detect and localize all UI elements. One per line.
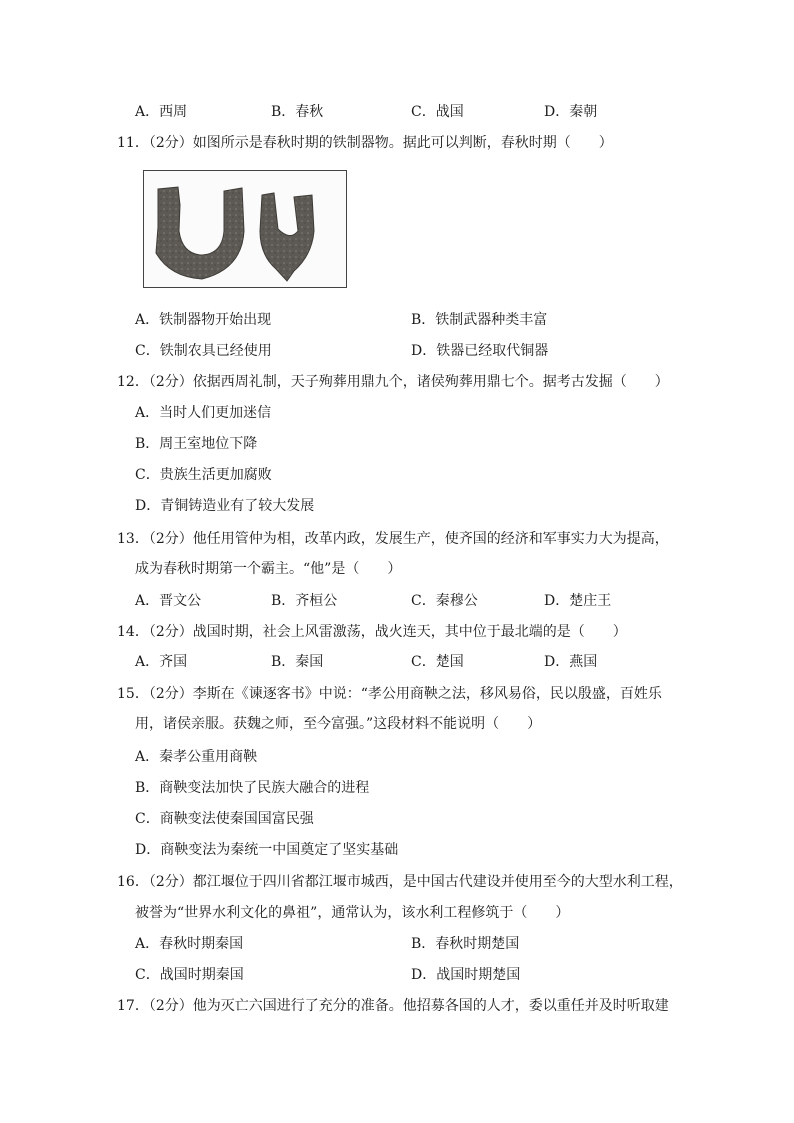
q14-option-b: B．秦国: [271, 654, 324, 670]
q10-option-c: C．战国: [411, 104, 464, 120]
v-shaped-iron-tool: [260, 193, 314, 281]
q12-option-d: D．青铜铸造业有了较大发展: [135, 498, 315, 514]
q12-option-c: C．贵族生活更加腐败: [135, 467, 272, 483]
q16-option-b: B．春秋时期楚国: [411, 936, 520, 952]
q14-option-d: D．燕国: [544, 654, 598, 670]
q11-stem: 11．（2分）如图所示是春秋时期的铁制器物。据此可以判断，春秋时期（ ）: [117, 135, 613, 151]
u-shaped-iron-tool: [156, 187, 244, 279]
q10-option-d: D．秦朝: [544, 104, 598, 120]
iron-tools-icon: [144, 171, 348, 289]
q16-option-a: A．春秋时期秦国: [135, 936, 244, 952]
q11-option-d: D．铁器已经取代铜器: [411, 343, 549, 359]
q11-option-b: B．铁制武器种类丰富: [411, 312, 548, 328]
q15-stem-line2: 用，诸侯亲服。获魏之师，至今富强。”这段材料不能说明（ ）: [135, 716, 542, 732]
q14-option-c: C．楚国: [411, 654, 464, 670]
q13-option-b: B．齐桓公: [271, 593, 338, 609]
q16-option-d: D．战国时期楚国: [411, 967, 521, 983]
q12-option-b: B．周王室地位下降: [135, 436, 258, 452]
iron-tools-image: [143, 170, 347, 288]
q17-stem-line1: 17．（2分）他为灭亡六国进行了充分的准备。他招募各国的人才，委以重任并及时听取建: [117, 998, 669, 1014]
q13-stem-line2: 成为春秋时期第一个霸主。“他”是（ ）: [135, 561, 402, 577]
q11-option-a: A．铁制器物开始出现: [135, 312, 272, 328]
q14-stem: 14．（2分）战国时期，社会上风雷激荡，战火连天，其中位于最北端的是（ ）: [117, 624, 627, 640]
q10-option-a: A．西周: [135, 104, 188, 120]
q15-option-b: B．商鞅变法加快了民族大融合的进程: [135, 780, 370, 796]
q13-option-c: C．秦穆公: [411, 593, 478, 609]
q14-option-a: A．齐国: [135, 654, 188, 670]
q15-option-d: D．商鞅变法为秦统一中国奠定了坚实基础: [135, 842, 399, 858]
q11-option-c: C．铁制农具已经使用: [135, 343, 272, 359]
q15-stem-line1: 15．（2分）李斯在《谏逐客书》中说：“孝公用商鞅之法，移风易俗，民以殷盛，百姓乐: [117, 686, 662, 702]
q13-option-d: D．楚庄王: [544, 593, 612, 609]
q15-option-a: A．秦孝公重用商鞅: [135, 749, 258, 765]
q10-option-b: B．春秋: [271, 104, 324, 120]
q16-stem-line2: 被誉为“世界水利文化的鼻祖”，通常认为，该水利工程修筑于（ ）: [135, 905, 570, 921]
q15-option-c: C．商鞅变法使秦国国富民强: [135, 811, 314, 827]
q16-option-c: C．战国时期秦国: [135, 967, 244, 983]
q12-stem: 12．（2分）依据西周礼制，天子殉葬用鼎九个，诸侯殉葬用鼎七个。据考古发掘（ ）: [117, 374, 669, 390]
q12-option-a: A．当时人们更加迷信: [135, 405, 272, 421]
q13-option-a: A．晋文公: [135, 593, 202, 609]
q13-stem-line1: 13．（2分）他任用管仲为相，改革内政，发展生产，使齐国的经济和军事实力大为提高，: [117, 531, 669, 547]
q16-stem-line1: 16．（2分）都江堰位于四川省都江堰市城西，是中国古代建设并使用至今的大型水利工程，: [117, 874, 683, 890]
